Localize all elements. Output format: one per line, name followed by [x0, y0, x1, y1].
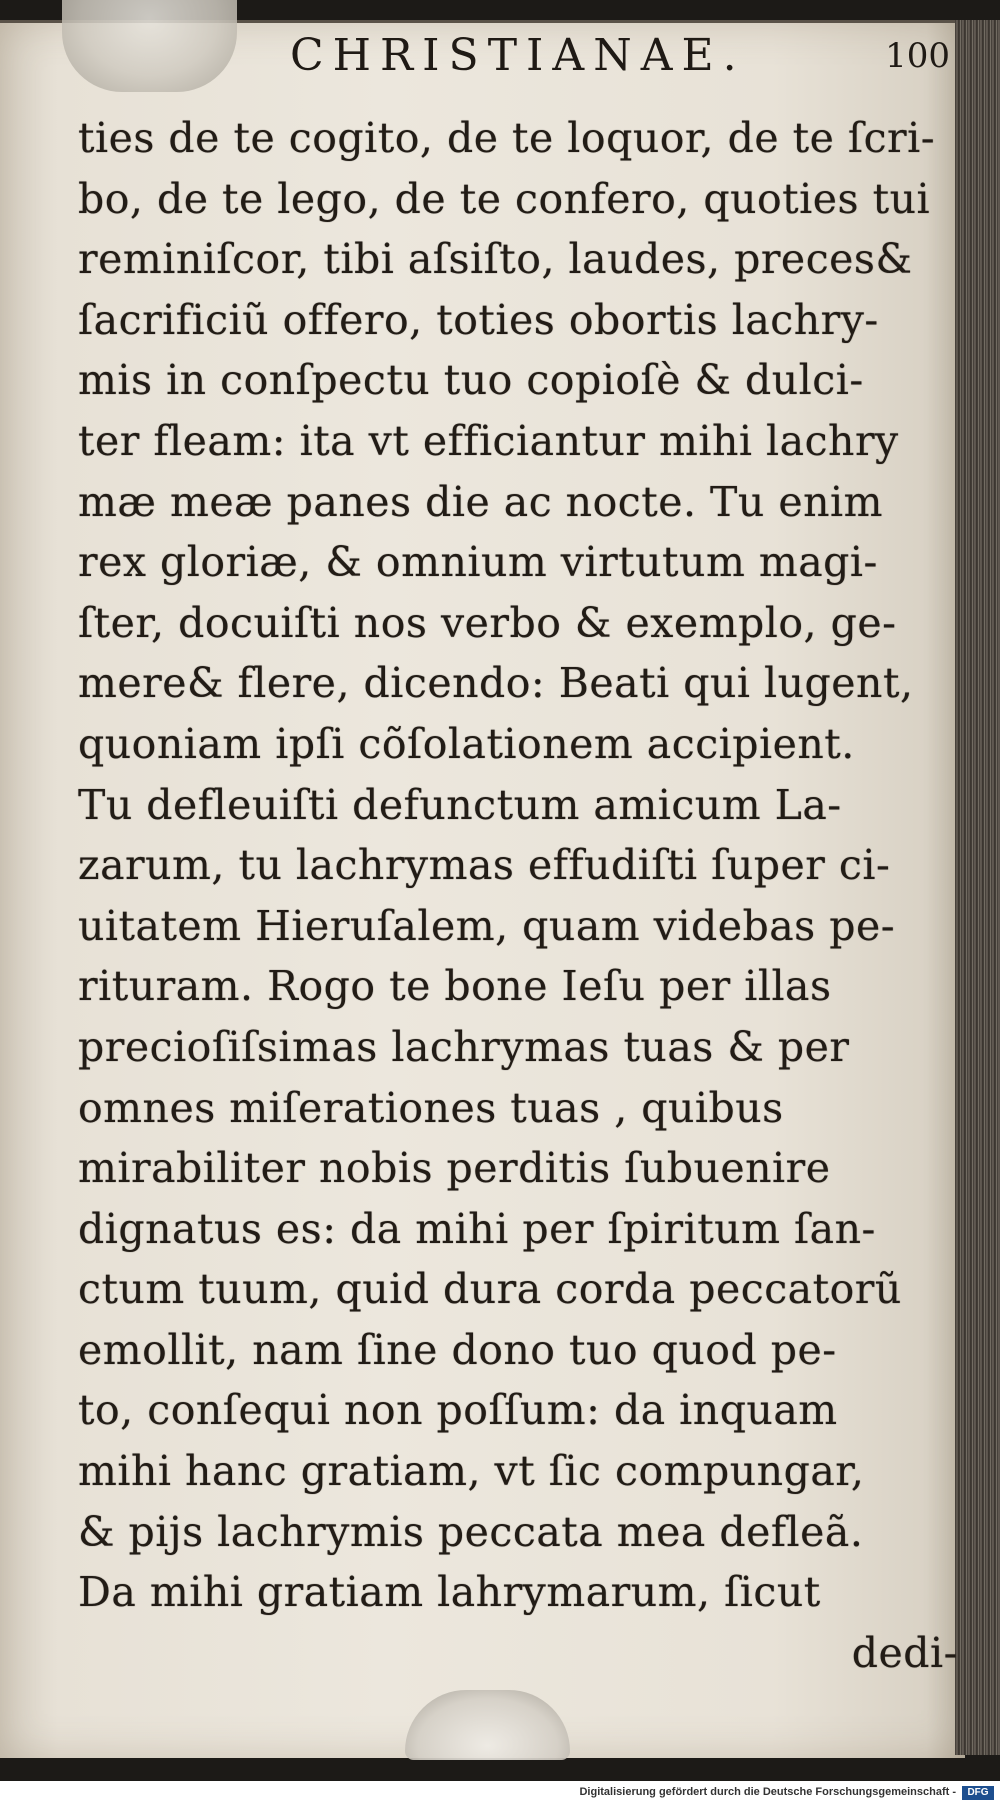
page-edge-stack [955, 20, 1000, 1755]
text-line: mihi hanc gratiam, vt ſic compungar, [78, 1447, 865, 1496]
dfg-logo: DFG [962, 1786, 994, 1800]
top-page-clip [62, 0, 237, 92]
footer-bar [0, 1781, 1000, 1807]
text-line: ſter, docuiſti nos verbo & exemplo, ge- [78, 598, 897, 647]
text-line: emollit, nam ſine dono tuo quod pe- [78, 1325, 837, 1374]
text-line: zarum, tu lachrymas effudiſti ſuper ci- [78, 841, 891, 890]
page-header [290, 30, 950, 90]
text-line: mis in conſpectu tuo copioſè & dulci- [78, 356, 864, 405]
text-line: reminiſcor, tibi aſsiſto, laudes, preces& [78, 235, 913, 284]
text-line: to, conſequi non poſſum: da inquam [78, 1386, 838, 1435]
text-line: ter fleam: ita vt efficiantur mihi lachry [78, 416, 899, 465]
text-line: rituram. Rogo te bone Ieſu per illas [78, 962, 832, 1011]
text-line: bo, de te lego, de te confero, quoties tui [78, 174, 931, 223]
page-number: 100 [885, 36, 950, 76]
running-head: CHRISTIANAE. [290, 30, 746, 81]
text-line: & pijs lachrymis peccata mea defleã. [78, 1507, 864, 1556]
text-line: ſacrificiũ offero, toties obortis lachry- [78, 295, 879, 344]
text-line: quoniam ipſi cõſolationem accipient. [78, 719, 855, 768]
text-line: dignatus es: da mihi per ſpiritum ſan- [78, 1204, 876, 1253]
funding-credit: Digitalisierung gefördert durch die Deutsche Forschungsgemeinschaft - [579, 1786, 956, 1798]
text-line: Tu defleuiſti defunctum amicum La- [78, 780, 842, 829]
text-line: mæ meæ panes die ac nocte. Tu enim [78, 477, 883, 526]
text-line: ties de te cogito, de te loquor, de te ſcri- [78, 114, 936, 162]
text-line: Da mihi gratiam lahrymarum, ſicut [78, 1568, 821, 1617]
text-line: uitatem Hieruſalem, quam videbas pe- [78, 901, 896, 950]
text-line: precioſiſsimas lachrymas tuas & per [78, 1022, 850, 1071]
text-line: rex gloriæ, & omnium virtutum magi- [78, 538, 878, 587]
text-line: mirabiliter nobis perditis ſubuenire [78, 1144, 831, 1193]
text-line: mere& flere, dicendo: Beati qui lugent, [78, 659, 914, 708]
catchword: dedi- [851, 1628, 958, 1677]
text-line: ctum tuum, quid dura corda peccatorũ [78, 1265, 902, 1314]
text-line: omnes miſerationes tuas , quibus [78, 1083, 784, 1132]
body-text [78, 108, 958, 1683]
